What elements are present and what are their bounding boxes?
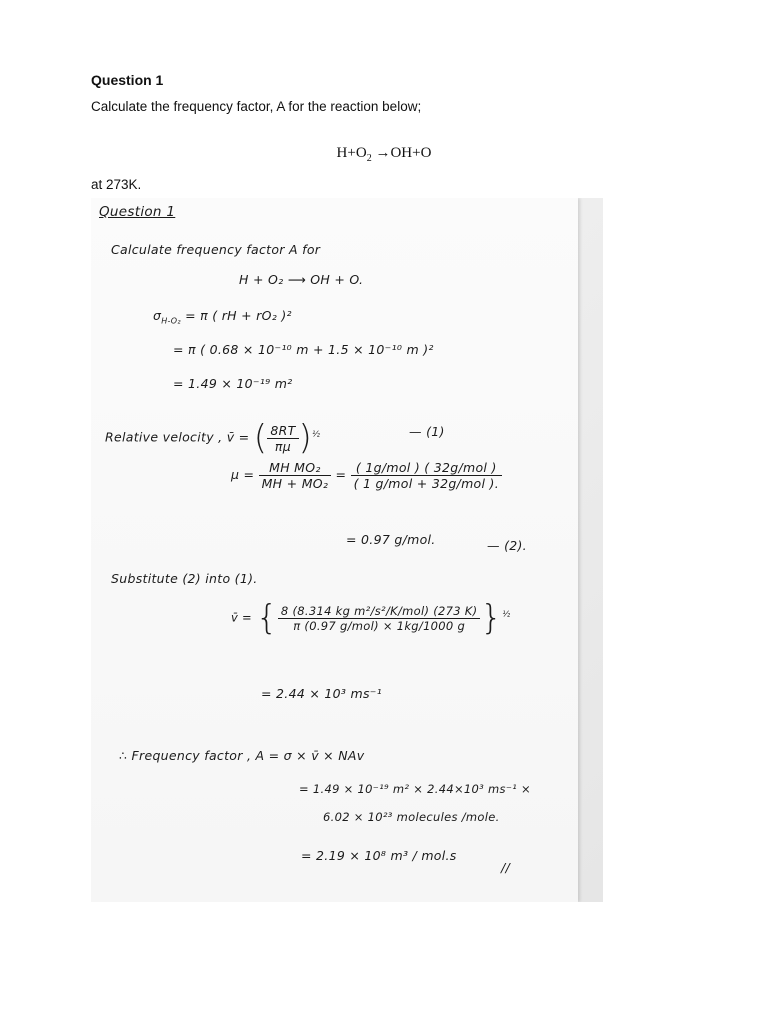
hw-v-exp: ½: [502, 609, 511, 619]
temperature-text: at 273K.: [91, 177, 142, 192]
hw-substitute: Substitute (2) into (1).: [111, 571, 258, 586]
eq-plus-2: +: [412, 145, 421, 161]
hw-v-den: π (0.97 g/mol) × 1kg/1000 g: [293, 618, 466, 633]
eq-o-product: O: [420, 145, 432, 161]
eq-o: O: [355, 145, 367, 161]
eq-h: H: [336, 145, 348, 161]
hw-mu-den: MH + MO₂: [261, 476, 329, 491]
document-title: Question 1: [91, 72, 164, 88]
hw-v-calc: v̄ = { $\frac{\text{8 (8.314 kg m²/s²/K/mol) (273 K)}}{\text{π (0.97 g/mol) × 1kg/1000 g}}$ }$^{\frac{1}{2}}$: [231, 598, 511, 638]
eq-o-sub: 2: [366, 153, 372, 164]
hw-end-mark: //: [501, 860, 511, 875]
hw-rel-vel: Relative velocity , v̄ = ( $\frac{8RT}{\pi\mu}$ )$^{\frac{1}{2}}$: [105, 418, 321, 458]
solution-photo: [91, 198, 603, 902]
hw-sigma-sub: H-O₂: [161, 316, 181, 326]
hw-sigma-rhs: = π ( rH + rO₂ )²: [185, 308, 292, 323]
hw-freq-line3: 6.02 × 10²³ molecules /mole.: [323, 810, 500, 824]
hw-line1: Calculate frequency factor A for: [111, 242, 321, 257]
photo-paper: [91, 198, 578, 902]
hw-eq1-tag: — (1): [409, 424, 445, 439]
hw-sigma-def: [153, 308, 292, 326]
hw-v-result: = 2.44 × 10³ ms⁻¹: [261, 686, 382, 701]
hw-rel-vel-den: πμ: [274, 438, 291, 454]
reaction-equation: [0, 145, 768, 164]
hw-rel-vel-num: 8RT: [267, 423, 298, 439]
hw-mu-val-frac: [351, 460, 502, 491]
eq-plus-1: +: [347, 145, 356, 161]
hw-rel-vel-frac: [267, 423, 298, 454]
hw-mu-val-den: ( 1 g/mol + 32g/mol ).: [353, 476, 499, 491]
hw-mu-eq: =: [335, 467, 347, 482]
hw-mu-def: [231, 460, 502, 491]
hw-rel-vel-exp: ½: [312, 429, 321, 439]
hw-sigma-num: = π ( 0.68 × 10⁻¹⁰ m + 1.5 × 10⁻¹⁰ m )²: [173, 342, 434, 357]
hw-freq-label: ∴ Frequency factor , A = σ × v̄ × NAv: [119, 748, 365, 763]
hw-sigma-result: = 1.49 × 10⁻¹⁹ m²: [173, 376, 293, 391]
hw-reaction: H + O₂ ⟶ OH + O.: [239, 272, 364, 287]
hw-freq-line2: = 1.49 × 10⁻¹⁹ m² × 2.44×10³ ms⁻¹ ×: [299, 782, 531, 796]
hw-mu-num: MH MO₂: [259, 460, 332, 476]
hw-freq-result: = 2.19 × 10⁸ m³ / mol.s: [301, 848, 457, 863]
hw-mu-val-num: ( 1g/mol ) ( 32g/mol ): [351, 460, 502, 476]
eq-oh: OH: [390, 145, 413, 161]
question-prompt: Calculate the frequency factor, A for the reaction below;: [91, 99, 422, 114]
eq-arrow: →: [375, 145, 391, 161]
hw-rel-vel-label: Relative velocity , v̄ =: [105, 429, 250, 445]
hw-eq2-tag: — (2).: [487, 538, 527, 553]
hw-v-frac: [278, 604, 481, 633]
hw-mu-label: μ =: [231, 467, 255, 482]
hw-mu-result: = 0.97 g/mol.: [346, 532, 436, 547]
hw-mu-frac: [259, 460, 332, 491]
hw-sigma-symbol: σ: [153, 308, 162, 323]
hw-v-num: 8 (8.314 kg m²/s²/K/mol) (273 K): [278, 604, 481, 619]
hw-heading: Question 1: [99, 204, 176, 220]
hw-v-label: v̄ =: [231, 610, 252, 625]
